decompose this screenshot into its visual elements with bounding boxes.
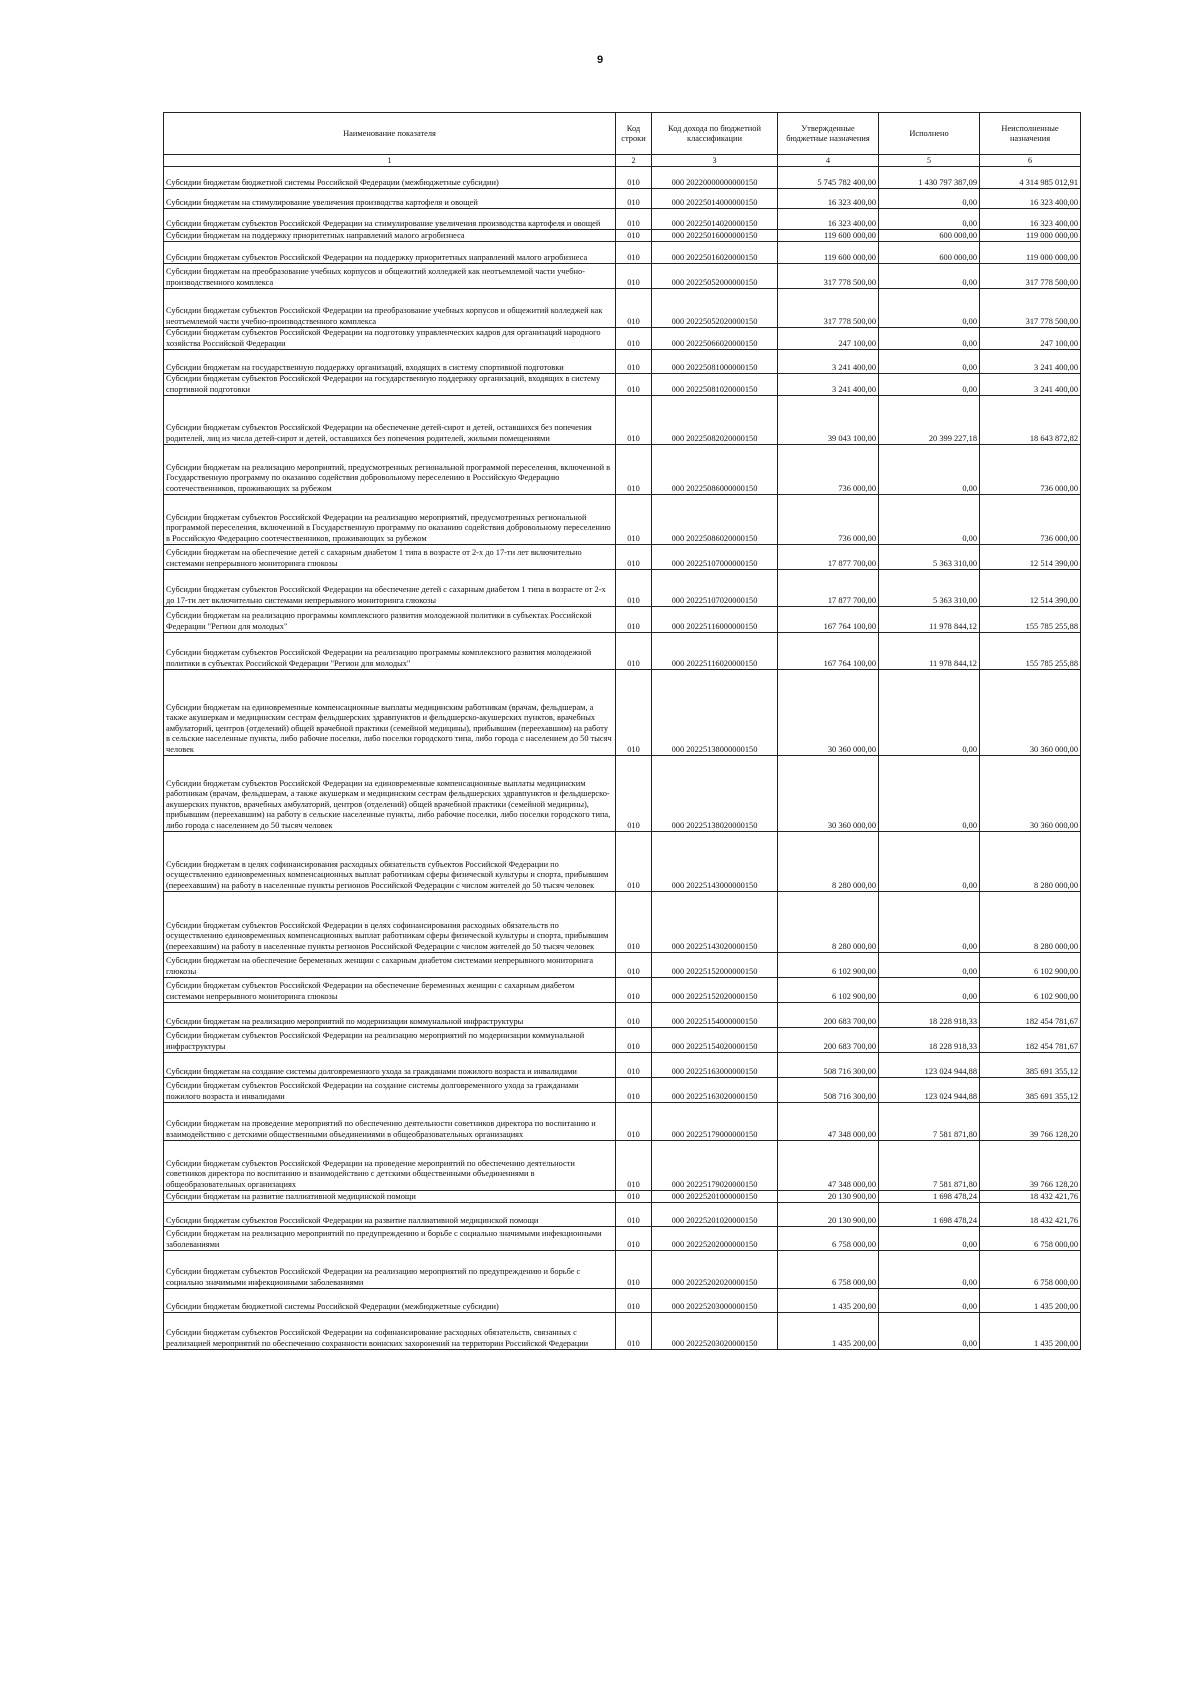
row-unexecuted-amount: 3 241 400,00 — [980, 374, 1081, 396]
row-executed-amount: 0,00 — [879, 1289, 980, 1313]
column-number: 4 — [778, 155, 879, 167]
row-income-code: 000 20225179000000150 — [652, 1103, 778, 1141]
row-executed-amount: 7 581 871,80 — [879, 1141, 980, 1191]
row-name: Субсидии бюджетам на преобразование учебных корпусов и общежитий колледжей как неотъемлемой части учебно-производственного комплекса — [164, 264, 616, 289]
row-unexecuted-amount: 182 454 781,67 — [980, 1003, 1081, 1028]
row-unexecuted-amount: 6 758 000,00 — [980, 1227, 1081, 1251]
row-name: Субсидии бюджетам на проведение мероприятий по обеспечению деятельности советников директора по воспитанию и взаимодействию с детскими общественными объединениями в общеобразовательных организациях — [164, 1103, 616, 1141]
header-line-code: Код строки — [616, 113, 652, 155]
table-row — [164, 978, 1081, 1003]
row-income-code: 000 20225081000000150 — [652, 350, 778, 374]
table-row — [164, 670, 1081, 756]
row-name: Субсидии бюджетам на обеспечение беременных женщин с сахарным диабетом системами непрерывного мониторинга глюкозы — [164, 953, 616, 978]
row-approved-amount: 247 100,00 — [778, 328, 879, 350]
row-unexecuted-amount: 6 758 000,00 — [980, 1251, 1081, 1289]
row-line-code: 010 — [616, 167, 652, 189]
row-executed-amount: 0,00 — [879, 756, 980, 832]
row-line-code: 010 — [616, 328, 652, 350]
row-line-code: 010 — [616, 396, 652, 445]
row-income-code: 000 20225107000000150 — [652, 545, 778, 570]
row-approved-amount: 508 716 300,00 — [778, 1078, 879, 1103]
row-executed-amount: 7 581 871,80 — [879, 1103, 980, 1141]
row-name: Субсидии бюджетам субъектов Российской Федерации на стимулирование увеличения производства картофеля и овощей — [164, 209, 616, 230]
row-income-code: 000 20225203000000150 — [652, 1289, 778, 1313]
table-row — [164, 445, 1081, 495]
row-line-code: 010 — [616, 242, 652, 264]
row-line-code: 010 — [616, 1227, 652, 1251]
row-unexecuted-amount: 119 000 000,00 — [980, 230, 1081, 242]
row-unexecuted-amount: 30 360 000,00 — [980, 670, 1081, 756]
row-income-code: 000 20225014000000150 — [652, 189, 778, 209]
table-row — [164, 396, 1081, 445]
row-approved-amount: 16 323 400,00 — [778, 189, 879, 209]
row-income-code: 000 20225016000000150 — [652, 230, 778, 242]
row-executed-amount: 18 228 918,33 — [879, 1003, 980, 1028]
row-executed-amount: 5 363 310,00 — [879, 545, 980, 570]
row-executed-amount: 0,00 — [879, 445, 980, 495]
row-approved-amount: 47 348 000,00 — [778, 1103, 879, 1141]
table-row — [164, 242, 1081, 264]
row-unexecuted-amount: 1 435 200,00 — [980, 1289, 1081, 1313]
row-line-code: 010 — [616, 670, 652, 756]
row-name: Субсидии бюджетам субъектов Российской Федерации на единовременные компенсационные выплаты медицинским работникам (врачам, фельдшерам, а также акушеркам и медицинским сестрам фельдшерских здравпунктов и фельдшерско-акушерских пунктов, врачебных амбулаторий, центров (отделений) общей врачебной практики (семейной медицины), прибывшим (переехавшим) на работу в сельские населенные пункты, либо рабочие поселки, либо поселки городского типа, либо города с населением до 50 тысяч человек — [164, 756, 616, 832]
row-unexecuted-amount: 155 785 255,88 — [980, 607, 1081, 633]
row-name: Субсидии бюджетам на реализацию мероприятий по модернизации коммунальной инфраструктуры — [164, 1003, 616, 1028]
row-unexecuted-amount: 39 766 128,20 — [980, 1103, 1081, 1141]
table-row — [164, 953, 1081, 978]
row-approved-amount: 1 435 200,00 — [778, 1313, 879, 1350]
row-income-code: 000 20225138020000150 — [652, 756, 778, 832]
row-approved-amount: 39 043 100,00 — [778, 396, 879, 445]
row-name: Субсидии бюджетам на обеспечение детей с сахарным диабетом 1 типа в возрасте от 2-х до 17-ти лет включительно системами непрерывного мониторинга глюкозы — [164, 545, 616, 570]
row-line-code: 010 — [616, 832, 652, 892]
row-unexecuted-amount: 3 241 400,00 — [980, 350, 1081, 374]
table-row — [164, 1053, 1081, 1078]
table-row — [164, 1078, 1081, 1103]
row-income-code: 000 20225081020000150 — [652, 374, 778, 396]
row-unexecuted-amount: 6 102 900,00 — [980, 978, 1081, 1003]
row-name: Субсидии бюджетам субъектов Российской Федерации на развитие паллиативной медицинской помощи — [164, 1203, 616, 1227]
row-approved-amount: 8 280 000,00 — [778, 832, 879, 892]
row-approved-amount: 200 683 700,00 — [778, 1003, 879, 1028]
table-row — [164, 328, 1081, 350]
row-income-code: 000 20225202020000150 — [652, 1251, 778, 1289]
row-executed-amount: 0,00 — [879, 350, 980, 374]
row-unexecuted-amount: 30 360 000,00 — [980, 756, 1081, 832]
row-approved-amount: 317 778 500,00 — [778, 289, 879, 328]
header-name: Наименование показателя — [164, 113, 616, 155]
table-row — [164, 633, 1081, 670]
row-income-code: 000 20225052000000150 — [652, 264, 778, 289]
row-line-code: 010 — [616, 374, 652, 396]
row-approved-amount: 17 877 700,00 — [778, 570, 879, 607]
row-line-code: 010 — [616, 289, 652, 328]
row-income-code: 000 20225086000000150 — [652, 445, 778, 495]
row-executed-amount: 0,00 — [879, 1251, 980, 1289]
row-name: Субсидии бюджетам субъектов Российской Федерации на реализацию мероприятий по модернизации коммунальной инфраструктуры — [164, 1028, 616, 1053]
row-name: Субсидии бюджетам на создание системы долговременного ухода за гражданами пожилого возраста и инвалидами — [164, 1053, 616, 1078]
table-row — [164, 1103, 1081, 1141]
row-approved-amount: 6 102 900,00 — [778, 953, 879, 978]
row-income-code: 000 20225014020000150 — [652, 209, 778, 230]
row-name: Субсидии бюджетам субъектов Российской Федерации на проведение мероприятий по обеспечению деятельности советников директора по воспитанию и взаимодействию с детскими общественными объединениями в общеобразовательных организациях — [164, 1141, 616, 1191]
row-approved-amount: 317 778 500,00 — [778, 264, 879, 289]
row-income-code: 000 20225086020000150 — [652, 495, 778, 545]
row-income-code: 000 20225116020000150 — [652, 633, 778, 670]
row-approved-amount: 736 000,00 — [778, 445, 879, 495]
row-executed-amount: 0,00 — [879, 892, 980, 953]
row-income-code: 000 20225203020000150 — [652, 1313, 778, 1350]
row-executed-amount: 0,00 — [879, 189, 980, 209]
row-approved-amount: 508 716 300,00 — [778, 1053, 879, 1078]
row-approved-amount: 16 323 400,00 — [778, 209, 879, 230]
row-unexecuted-amount: 4 314 985 012,91 — [980, 167, 1081, 189]
row-approved-amount: 5 745 782 400,00 — [778, 167, 879, 189]
row-executed-amount: 600 000,00 — [879, 230, 980, 242]
row-name: Субсидии бюджетам субъектов Российской Федерации на преобразование учебных корпусов и общежитий колледжей как неотъемлемой части учебно-производственного комплекса — [164, 289, 616, 328]
row-approved-amount: 30 360 000,00 — [778, 670, 879, 756]
row-income-code: 000 20225143000000150 — [652, 832, 778, 892]
row-income-code: 000 20225154000000150 — [652, 1003, 778, 1028]
column-number: 2 — [616, 155, 652, 167]
row-unexecuted-amount: 317 778 500,00 — [980, 289, 1081, 328]
row-executed-amount: 0,00 — [879, 374, 980, 396]
table-row — [164, 607, 1081, 633]
row-line-code: 010 — [616, 1003, 652, 1028]
row-unexecuted-amount: 317 778 500,00 — [980, 264, 1081, 289]
row-approved-amount: 30 360 000,00 — [778, 756, 879, 832]
row-name: Субсидии бюджетам на единовременные компенсационные выплаты медицинским работникам (врачам, фельдшерам, а также акушеркам и медицинским сестрам фельдшерских здравпунктов и фельдшерско-акушерских пунктов, врачебных амбулаторий, центров (отделений) общей врачебной практики (семейной медицины), прибывшим (переехавшим) на работу в сельские населенные пункты, либо рабочие поселки, либо поселки городского типа, либо города с населением до 50 тысяч человек — [164, 670, 616, 756]
table-row — [164, 1191, 1081, 1203]
table-row — [164, 209, 1081, 230]
table-row — [164, 892, 1081, 953]
row-unexecuted-amount: 12 514 390,00 — [980, 570, 1081, 607]
row-unexecuted-amount: 1 435 200,00 — [980, 1313, 1081, 1350]
row-line-code: 010 — [616, 545, 652, 570]
page-number: 9 — [596, 54, 604, 66]
row-name: Субсидии бюджетам на реализацию программы комплексного развития молодежной политики в субъектах Российской Федерации "Регион для молодых" — [164, 607, 616, 633]
table-row — [164, 756, 1081, 832]
row-income-code: 000 20225201020000150 — [652, 1203, 778, 1227]
table-row — [164, 1028, 1081, 1053]
row-unexecuted-amount: 18 432 421,76 — [980, 1203, 1081, 1227]
row-executed-amount: 11 978 844,12 — [879, 607, 980, 633]
row-line-code: 010 — [616, 445, 652, 495]
row-name: Субсидии бюджетам в целях софинансирования расходных обязательств субъектов Российской Федерации по осуществлению единовременных компенсационных выплат работникам сферы физической культуры и спорта, прибывшим (переехавшим) на работу в населенные пункты регионов Российской Федерации с числом жителей до 50 тысяч человек — [164, 832, 616, 892]
row-line-code: 010 — [616, 1191, 652, 1203]
row-line-code: 010 — [616, 1141, 652, 1191]
row-name: Субсидии бюджетам субъектов Российской Федерации на обеспечение беременных женщин с сахарным диабетом системами непрерывного мониторинга глюкозы — [164, 978, 616, 1003]
row-income-code: 000 20225163020000150 — [652, 1078, 778, 1103]
row-unexecuted-amount: 736 000,00 — [980, 445, 1081, 495]
row-executed-amount: 0,00 — [879, 264, 980, 289]
row-approved-amount: 6 758 000,00 — [778, 1251, 879, 1289]
header-approved: Утвержденные бюджетные назначения — [778, 113, 879, 155]
column-number-row — [164, 155, 1081, 167]
row-executed-amount: 0,00 — [879, 209, 980, 230]
table-header-row — [164, 113, 1081, 155]
row-name: Субсидии бюджетам субъектов Российской Федерации на реализацию программы комплексного развития молодежной политики в субъектах Российской Федерации "Регион для молодых" — [164, 633, 616, 670]
row-income-code: 000 20225052020000150 — [652, 289, 778, 328]
table-row — [164, 545, 1081, 570]
row-unexecuted-amount: 8 280 000,00 — [980, 832, 1081, 892]
row-income-code: 000 20225163000000150 — [652, 1053, 778, 1078]
table-row — [164, 289, 1081, 328]
row-name: Субсидии бюджетам субъектов Российской Федерации на обеспечение детей с сахарным диабетом 1 типа в возрасте от 2-х до 17-ти лет включительно системами непрерывного мониторинга глюкозы — [164, 570, 616, 607]
row-income-code: 000 20225066020000150 — [652, 328, 778, 350]
row-name: Субсидии бюджетам субъектов Российской Федерации в целях софинансирования расходных обязательств по осуществлению единовременных компенсационных выплат работникам сферы физической культуры и спорта, прибывшим (переехавшим) на работу в населенные пункты регионов Российской Федерации с числом жителей до 50 тысяч человек — [164, 892, 616, 953]
row-name: Субсидии бюджетам субъектов Российской Федерации на поддержку приоритетных направлений малого агробизнеса — [164, 242, 616, 264]
row-line-code: 010 — [616, 633, 652, 670]
row-approved-amount: 20 130 900,00 — [778, 1203, 879, 1227]
row-line-code: 010 — [616, 1053, 652, 1078]
row-approved-amount: 200 683 700,00 — [778, 1028, 879, 1053]
row-unexecuted-amount: 6 102 900,00 — [980, 953, 1081, 978]
table-row — [164, 570, 1081, 607]
row-line-code: 010 — [616, 756, 652, 832]
row-executed-amount: 1 430 797 387,09 — [879, 167, 980, 189]
row-line-code: 010 — [616, 978, 652, 1003]
row-name: Субсидии бюджетам субъектов Российской Федерации на государственную поддержку организаций, входящих в систему спортивной подготовки — [164, 374, 616, 396]
row-name: Субсидии бюджетам бюджетной системы Российской Федерации (межбюджетные субсидии) — [164, 167, 616, 189]
table-row — [164, 230, 1081, 242]
row-approved-amount: 17 877 700,00 — [778, 545, 879, 570]
row-line-code: 010 — [616, 1203, 652, 1227]
row-line-code: 010 — [616, 264, 652, 289]
row-income-code: 000 20220000000000150 — [652, 167, 778, 189]
row-unexecuted-amount: 16 323 400,00 — [980, 189, 1081, 209]
row-executed-amount: 0,00 — [879, 495, 980, 545]
row-line-code: 010 — [616, 1251, 652, 1289]
row-unexecuted-amount: 736 000,00 — [980, 495, 1081, 545]
row-executed-amount: 11 978 844,12 — [879, 633, 980, 670]
row-unexecuted-amount: 385 691 355,12 — [980, 1053, 1081, 1078]
column-number: 3 — [652, 155, 778, 167]
row-unexecuted-amount: 39 766 128,20 — [980, 1141, 1081, 1191]
row-income-code: 000 20225116000000150 — [652, 607, 778, 633]
row-executed-amount: 0,00 — [879, 953, 980, 978]
row-executed-amount: 0,00 — [879, 670, 980, 756]
row-approved-amount: 47 348 000,00 — [778, 1141, 879, 1191]
row-executed-amount: 20 399 227,18 — [879, 396, 980, 445]
row-income-code: 000 20225016020000150 — [652, 242, 778, 264]
row-name: Субсидии бюджетам на поддержку приоритетных направлений малого агробизнеса — [164, 230, 616, 242]
table-row — [164, 167, 1081, 189]
row-approved-amount: 6 758 000,00 — [778, 1227, 879, 1251]
row-name: Субсидии бюджетам на реализацию мероприятий по предупреждению и борьбе с социально значимыми инфекционными заболеваниями — [164, 1227, 616, 1251]
row-income-code: 000 20225154020000150 — [652, 1028, 778, 1053]
header-income-code: Код дохода по бюджетной классификации — [652, 113, 778, 155]
table-row — [164, 495, 1081, 545]
row-line-code: 010 — [616, 1028, 652, 1053]
row-name: Субсидии бюджетам на государственную поддержку организаций, входящих в систему спортивной подготовки — [164, 350, 616, 374]
row-unexecuted-amount: 385 691 355,12 — [980, 1078, 1081, 1103]
table-row — [164, 374, 1081, 396]
row-line-code: 010 — [616, 495, 652, 545]
row-line-code: 010 — [616, 1078, 652, 1103]
row-unexecuted-amount: 247 100,00 — [980, 328, 1081, 350]
row-executed-amount: 123 024 944,88 — [879, 1053, 980, 1078]
row-line-code: 010 — [616, 953, 652, 978]
row-executed-amount: 1 698 478,24 — [879, 1191, 980, 1203]
row-income-code: 000 20225082020000150 — [652, 396, 778, 445]
row-line-code: 010 — [616, 209, 652, 230]
table-row — [164, 1003, 1081, 1028]
table-row — [164, 832, 1081, 892]
row-unexecuted-amount: 18 643 872,82 — [980, 396, 1081, 445]
row-income-code: 000 20225152000000150 — [652, 953, 778, 978]
row-income-code: 000 20225107020000150 — [652, 570, 778, 607]
table-row — [164, 1313, 1081, 1350]
table-row — [164, 189, 1081, 209]
row-executed-amount: 0,00 — [879, 1313, 980, 1350]
budget-execution-table — [163, 112, 1081, 1350]
row-name: Субсидии бюджетам субъектов Российской Федерации на реализацию мероприятий, предусмотренных региональной программой переселения, включенной в Государственную программу по оказанию содействия добровольному переселению в Российскую Федерацию соотечественников, проживающих за рубежом — [164, 495, 616, 545]
row-line-code: 010 — [616, 350, 652, 374]
row-line-code: 010 — [616, 607, 652, 633]
row-executed-amount: 0,00 — [879, 978, 980, 1003]
row-executed-amount: 18 228 918,33 — [879, 1028, 980, 1053]
row-executed-amount: 0,00 — [879, 1227, 980, 1251]
header-executed: Исполнено — [879, 113, 980, 155]
row-unexecuted-amount: 155 785 255,88 — [980, 633, 1081, 670]
row-approved-amount: 167 764 100,00 — [778, 633, 879, 670]
row-approved-amount: 119 600 000,00 — [778, 242, 879, 264]
row-unexecuted-amount: 18 432 421,76 — [980, 1191, 1081, 1203]
row-line-code: 010 — [616, 892, 652, 953]
table-row — [164, 1227, 1081, 1251]
row-unexecuted-amount: 12 514 390,00 — [980, 545, 1081, 570]
row-income-code: 000 20225201000000150 — [652, 1191, 778, 1203]
row-name: Субсидии бюджетам на стимулирование увеличения производства картофеля и овощей — [164, 189, 616, 209]
column-number: 5 — [879, 155, 980, 167]
row-approved-amount: 1 435 200,00 — [778, 1289, 879, 1313]
table-row — [164, 1251, 1081, 1289]
row-approved-amount: 8 280 000,00 — [778, 892, 879, 953]
row-income-code: 000 20225143020000150 — [652, 892, 778, 953]
row-executed-amount: 123 024 944,88 — [879, 1078, 980, 1103]
row-approved-amount: 6 102 900,00 — [778, 978, 879, 1003]
row-executed-amount: 1 698 478,24 — [879, 1203, 980, 1227]
row-line-code: 010 — [616, 1313, 652, 1350]
column-number: 1 — [164, 155, 616, 167]
row-income-code: 000 20225138000000150 — [652, 670, 778, 756]
row-name: Субсидии бюджетам субъектов Российской Федерации на софинансирование расходных обязательств, связанных с реализацией мероприятий по обеспечению сохранности воинских захоронений на территории Российской Федерации — [164, 1313, 616, 1350]
row-line-code: 010 — [616, 189, 652, 209]
table-row — [164, 350, 1081, 374]
row-executed-amount: 600 000,00 — [879, 242, 980, 264]
row-executed-amount: 5 363 310,00 — [879, 570, 980, 607]
row-approved-amount: 20 130 900,00 — [778, 1191, 879, 1203]
row-line-code: 010 — [616, 1289, 652, 1313]
row-unexecuted-amount: 8 280 000,00 — [980, 892, 1081, 953]
row-name: Субсидии бюджетам субъектов Российской Федерации на обеспечение детей-сирот и детей, оставшихся без попечения родителей, лиц из числа детей-сирот и детей, оставшихся без попечения родителей, жилыми помещениями — [164, 396, 616, 445]
row-unexecuted-amount: 16 323 400,00 — [980, 209, 1081, 230]
row-approved-amount: 119 600 000,00 — [778, 230, 879, 242]
row-line-code: 010 — [616, 230, 652, 242]
row-unexecuted-amount: 119 000 000,00 — [980, 242, 1081, 264]
table-row — [164, 264, 1081, 289]
row-line-code: 010 — [616, 1103, 652, 1141]
row-executed-amount: 0,00 — [879, 328, 980, 350]
header-unexecuted: Неисполненные назначения — [980, 113, 1081, 155]
table-row — [164, 1141, 1081, 1191]
row-unexecuted-amount: 182 454 781,67 — [980, 1028, 1081, 1053]
row-income-code: 000 20225179020000150 — [652, 1141, 778, 1191]
row-income-code: 000 20225152020000150 — [652, 978, 778, 1003]
row-executed-amount: 0,00 — [879, 832, 980, 892]
row-name: Субсидии бюджетам на реализацию мероприятий, предусмотренных региональной программой переселения, включенной в Государственную программу по оказанию содействия добровольному переселению в Российскую Федерацию соотечественников, проживающих за рубежом — [164, 445, 616, 495]
row-approved-amount: 167 764 100,00 — [778, 607, 879, 633]
row-approved-amount: 736 000,00 — [778, 495, 879, 545]
row-name: Субсидии бюджетам субъектов Российской Федерации на подготовку управленческих кадров для организаций народного хозяйства Российской Федерации — [164, 328, 616, 350]
row-name: Субсидии бюджетам на развитие паллиативной медицинской помощи — [164, 1191, 616, 1203]
row-name: Субсидии бюджетам субъектов Российской Федерации на реализацию мероприятий по предупреждению и борьбе с социально значимыми инфекционными заболеваниями — [164, 1251, 616, 1289]
row-name: Субсидии бюджетам субъектов Российской Федерации на создание системы долговременного ухода за гражданами пожилого возраста и инвалидами — [164, 1078, 616, 1103]
row-approved-amount: 3 241 400,00 — [778, 350, 879, 374]
row-line-code: 010 — [616, 570, 652, 607]
row-executed-amount: 0,00 — [879, 289, 980, 328]
table-row — [164, 1289, 1081, 1313]
column-number: 6 — [980, 155, 1081, 167]
row-name: Субсидии бюджетам бюджетной системы Российской Федерации (межбюджетные субсидии) — [164, 1289, 616, 1313]
row-approved-amount: 3 241 400,00 — [778, 374, 879, 396]
table-row — [164, 1203, 1081, 1227]
row-income-code: 000 20225202000000150 — [652, 1227, 778, 1251]
